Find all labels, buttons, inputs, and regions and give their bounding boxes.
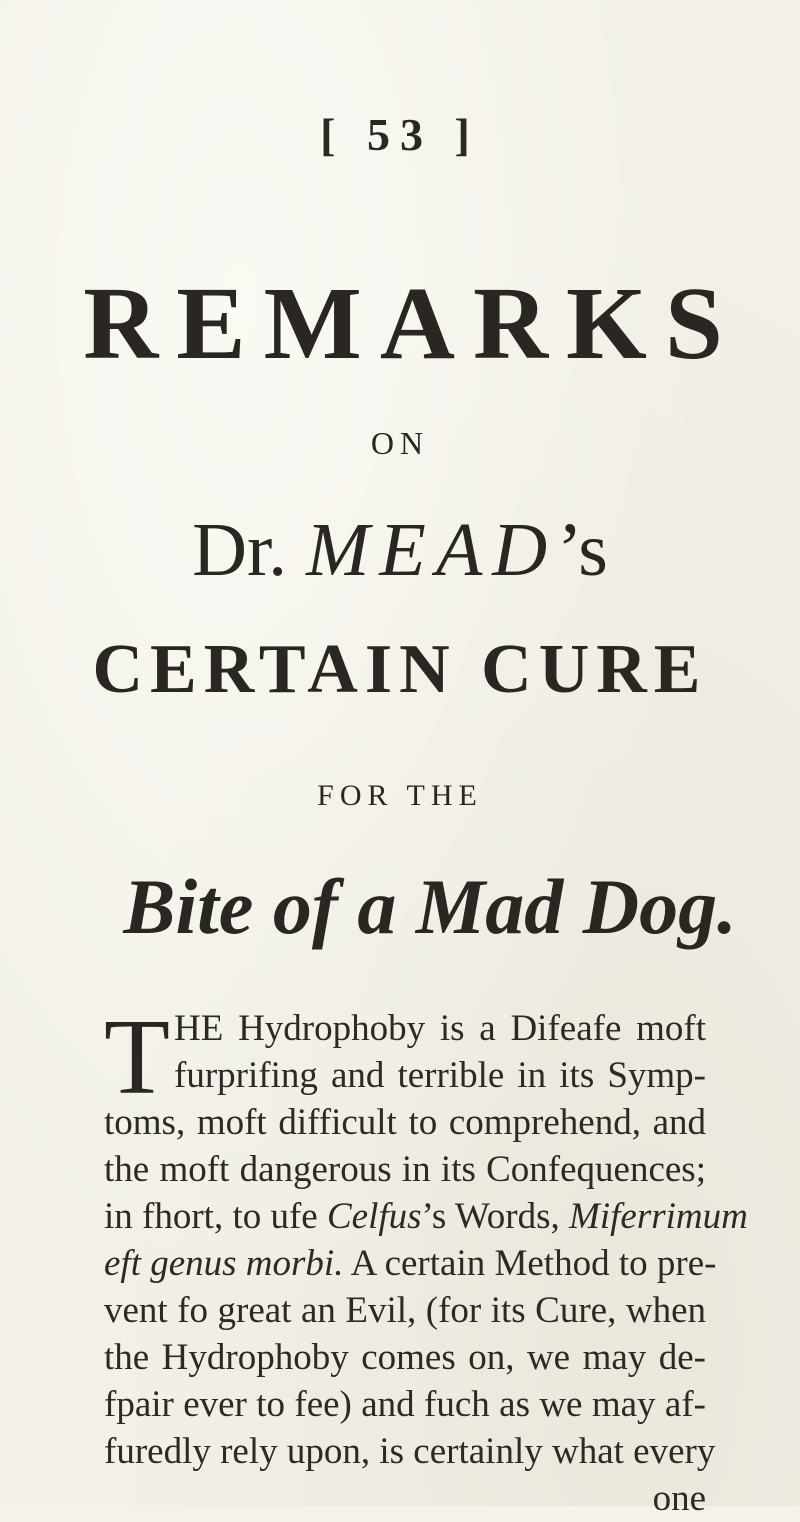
body-line: the Hydrophoby comes on, we may de- (104, 1337, 706, 1378)
italic-latin-phrase: Miferrimum (569, 1196, 748, 1237)
body-line: vent fo great an Evil, (for its Cure, when (104, 1290, 706, 1331)
body-fragment: A certain Method to pre- (343, 1243, 717, 1284)
body-fragment: Words, (454, 1196, 570, 1237)
heading-on: ON (370, 425, 430, 461)
body-line: furedly rely upon, is certainly what every (104, 1431, 716, 1472)
heading-for-the: FOR THE (317, 779, 483, 812)
page-number: [ 53 ] (320, 109, 480, 160)
catchword: one (652, 1478, 706, 1519)
body-line (104, 1240, 717, 1287)
body-line: toms, moft difficult to comprehend, and (104, 1102, 706, 1143)
page-title: REMARKS (83, 266, 741, 381)
subject-heading: CERTAIN CURE (92, 631, 708, 708)
body-fragment: in fhort, to ufe (104, 1196, 327, 1237)
author-line (0, 508, 800, 592)
author-name: MEAD (306, 508, 558, 592)
italic-name-celsus: Celfus (326, 1196, 422, 1237)
body-line (104, 1193, 748, 1240)
author-prefix: Dr. (192, 508, 288, 592)
body-line: HE Hydrophoby is a Difeafe moft (174, 1008, 706, 1049)
body-fragment: ’s (421, 1196, 447, 1237)
body-paragraph (104, 998, 748, 1522)
body-line: the moft dangerous in its Confequences; (104, 1149, 706, 1190)
bite-heading: Bite of a Mad Dog. (123, 863, 737, 950)
author-suffix: ’s (557, 508, 608, 592)
body-line: fpair ever to fee) and fuch as we may af- (104, 1384, 706, 1425)
italic-latin-phrase: eft genus morbi. (104, 1243, 344, 1284)
body-line: furprifing and terrible in its Symp- (174, 1055, 706, 1096)
drop-cap: T (104, 998, 170, 1117)
